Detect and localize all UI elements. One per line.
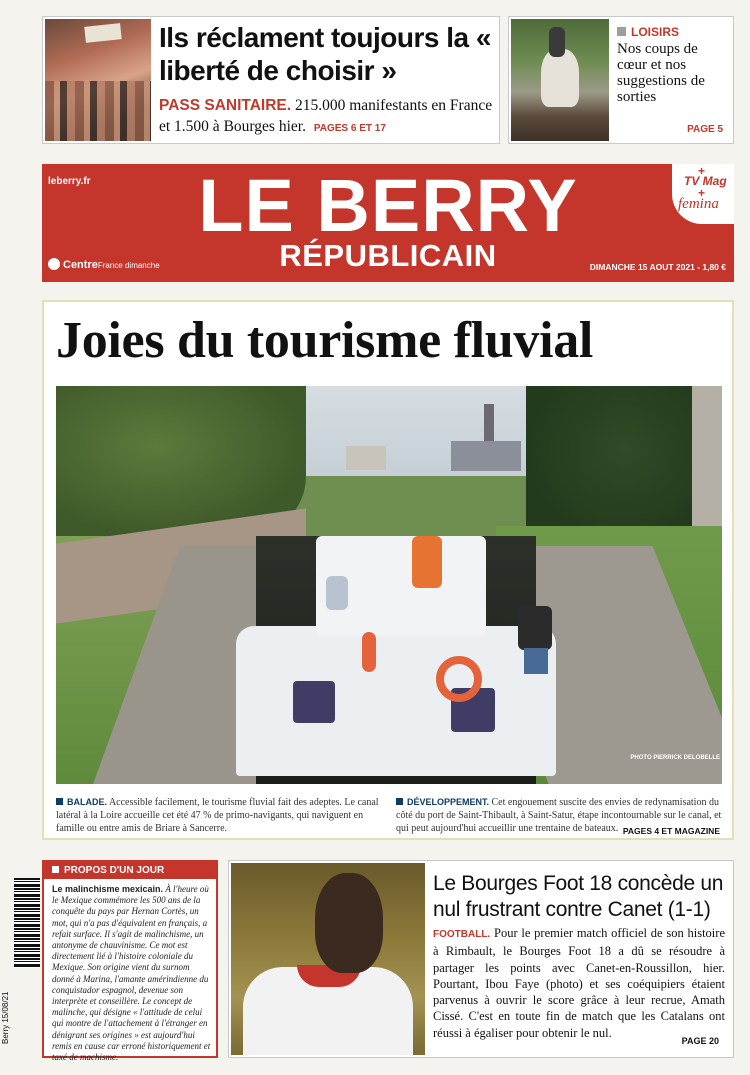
loisirs-pages: PAGE 5 <box>687 124 723 135</box>
canal-lock-photo <box>56 386 722 784</box>
masthead <box>42 164 734 282</box>
photo-credit: PHOTO PIERRICK DELOBELLE <box>630 755 720 761</box>
supplement-badge <box>672 164 734 224</box>
square-icon <box>396 798 403 805</box>
loisirs-kicker-text: LOISIRS <box>631 25 680 39</box>
teaser-pages: PAGES 6 ET 17 <box>313 123 386 134</box>
teaser-text <box>159 95 495 139</box>
horse-shape <box>541 49 579 107</box>
plus-icon: + <box>698 164 706 178</box>
site-url[interactable]: leberry.fr <box>48 176 91 187</box>
propos-text: À l'heure où le Mexique commémore les 500 ans de la conquête du pays par Hernan Cortès, un mot, qui n'a pas d'équivalent en français, a refait surface. Il s'agit de malinchisme, un antonyme de chauvinisme. Ce mot est directement lié à l'histoire coloniale du Mexique. Son origine vient du surnom donné à Marina, l'amante amérindienne du conquistador espagnol, devenue son interprète et conseillère. Le concept de malinche, qui désigne « l'attitude de celui qui montre de l'attachement à l'étranger en dénigrant ses origines » est aujourd'hui remis en cause car erroné historiquement et taxé de machisme. <box>52 884 211 1063</box>
square-icon <box>52 866 59 873</box>
tvmag-label: TV Mag <box>684 174 727 188</box>
propos-kicker: Le malinchisme mexicain. <box>52 884 164 894</box>
teaser-loisirs[interactable] <box>508 16 734 144</box>
player-photo <box>231 863 425 1055</box>
centre-logo-icon <box>48 258 60 270</box>
group-name: Centre <box>63 259 98 271</box>
caption-kicker: BALADE. <box>67 797 107 807</box>
main-story-pages: PAGES 4 ET MAGAZINE <box>622 826 720 836</box>
barcode <box>1 878 44 1058</box>
football-body <box>433 925 725 1041</box>
caption-kicker: DÉVELOPPEMENT. <box>407 797 490 807</box>
issue-date-price: DIMANCHE 15 AOUT 2021 - 1,80 € <box>589 262 726 272</box>
teaser-kicker: PASS SANITAIRE. <box>159 97 292 114</box>
square-icon <box>617 27 626 36</box>
main-story[interactable] <box>42 300 734 840</box>
propos-column[interactable] <box>42 860 218 1063</box>
caption-text: Cet engouement suscite des envies de redynamisation du côté du port de Saint-Thibault, à Saint-Satur, étape incontournable sur le canal, et qui peut aujourd'hui accueillir une trentaine de bateaux. <box>396 797 722 834</box>
propos-header <box>44 862 216 879</box>
group-logo <box>48 258 160 271</box>
football-text: Pour le premier match officiel de son histoire à Rimbault, le Bourges Foot 18 a dû se résoudre à partager les points avec Canet-en-Roussillon, hier. Pourtant, Ibou Faye (photo) et ses coéquipiers étaient parvenus à ouvrir le score grâce à leur recrue, Amath Cissé. C'est en toute fin de match que les Catalans ont réussi à égaliser pour obtenir le nul. <box>433 926 725 1040</box>
football-pages: PAGE 20 <box>681 1036 719 1046</box>
barcode-bars <box>14 878 40 968</box>
teaser-photo-horse <box>511 19 609 141</box>
square-icon <box>56 798 63 805</box>
rider-shape <box>549 27 565 57</box>
propos-body <box>52 884 212 1063</box>
propos-header-text: PROPOS D'UN JOUR <box>64 865 165 876</box>
loisirs-kicker <box>617 25 679 39</box>
group-suffix: France dimanche <box>97 261 160 270</box>
teaser-body: 215.000 manifestants en France et 1.500 à Bourges hier. <box>159 97 493 135</box>
teaser-pass-sanitaire[interactable] <box>42 16 500 144</box>
newspaper-subtitle: RÉPUBLICAIN <box>279 238 497 273</box>
football-title: Le Bourges Foot 18 concède un nul frustrant contre Canet (1-1) <box>433 872 724 921</box>
protest-sign <box>84 23 121 43</box>
caption-text: Accessible facilement, le tourisme fluvial fait des adeptes. Le canal latéral à la Loire accueille cet été 47 % de primo-navigants, qui naviguent en famille ou entre amis de Briare à Sancerre. <box>56 797 379 834</box>
caption-balade <box>56 796 382 835</box>
football-kicker: FOOTBALL. <box>433 929 491 940</box>
crowd-shape <box>45 81 151 141</box>
femina-label: femina <box>678 196 719 212</box>
football-story[interactable] <box>228 860 734 1058</box>
newspaper-title: LE BERRY <box>198 164 578 247</box>
player-head <box>315 873 383 973</box>
plus-icon: + <box>698 186 706 200</box>
barcode-text: Berry 15/08/21 <box>1 991 10 1044</box>
main-headline: Joies du tourisme fluvial <box>56 312 594 369</box>
loisirs-text: Nos coups de cœur et nos suggestions de sorties <box>617 41 705 105</box>
teaser-title: Ils réclament toujours la « liberté de choisir » <box>159 22 491 86</box>
teaser-photo-protest <box>45 19 151 141</box>
